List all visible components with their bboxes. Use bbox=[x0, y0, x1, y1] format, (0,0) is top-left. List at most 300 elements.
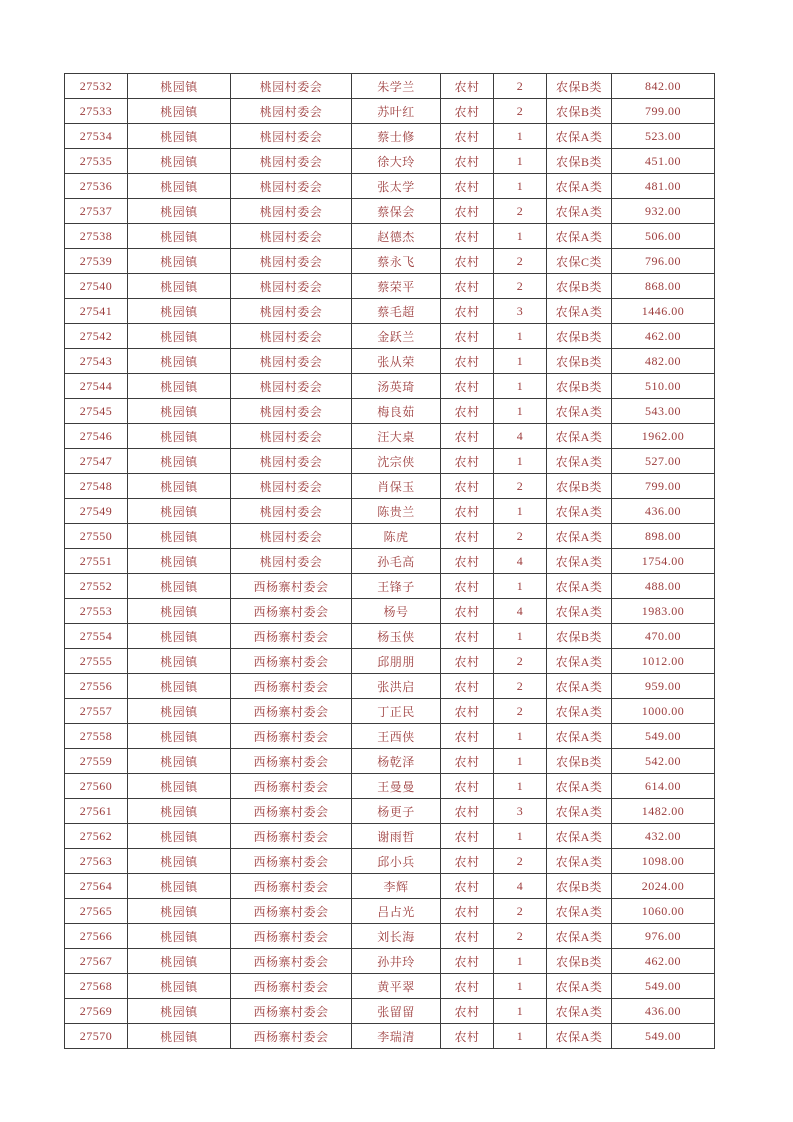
table-row bbox=[65, 899, 715, 924]
table-cell-count: 2 bbox=[494, 849, 547, 874]
table-cell-name: 朱学兰 bbox=[352, 74, 441, 99]
table-cell-id: 27545 bbox=[65, 399, 128, 424]
table-row bbox=[65, 124, 715, 149]
table-cell-name: 陈虎 bbox=[352, 524, 441, 549]
table-cell-amount: 549.00 bbox=[612, 724, 715, 749]
table-cell-name: 刘长海 bbox=[352, 924, 441, 949]
table-cell-residence: 农村 bbox=[441, 649, 494, 674]
table-cell-town: 桃园镇 bbox=[128, 124, 231, 149]
table-cell-id: 27553 bbox=[65, 599, 128, 624]
table-cell-residence: 农村 bbox=[441, 899, 494, 924]
table-cell-amount: 1962.00 bbox=[612, 424, 715, 449]
table-cell-name: 谢雨哲 bbox=[352, 824, 441, 849]
table-cell-count: 2 bbox=[494, 74, 547, 99]
table-cell-residence: 农村 bbox=[441, 724, 494, 749]
table-cell-count: 2 bbox=[494, 699, 547, 724]
table-cell-amount: 432.00 bbox=[612, 824, 715, 849]
table-cell-residence: 农村 bbox=[441, 199, 494, 224]
table-cell-village: 桃园村委会 bbox=[231, 324, 352, 349]
table-cell-name: 苏叶红 bbox=[352, 99, 441, 124]
table-cell-category: 农保B类 bbox=[547, 349, 612, 374]
table-cell-town: 桃园镇 bbox=[128, 474, 231, 499]
table-cell-village: 西杨寨村委会 bbox=[231, 674, 352, 699]
table-cell-village: 西杨寨村委会 bbox=[231, 974, 352, 999]
table-cell-residence: 农村 bbox=[441, 424, 494, 449]
table-cell-village: 西杨寨村委会 bbox=[231, 874, 352, 899]
table-cell-town: 桃园镇 bbox=[128, 324, 231, 349]
table-cell-amount: 1000.00 bbox=[612, 699, 715, 724]
table-cell-amount: 842.00 bbox=[612, 74, 715, 99]
table-cell-village: 西杨寨村委会 bbox=[231, 649, 352, 674]
table-row bbox=[65, 974, 715, 999]
table-cell-category: 农保A类 bbox=[547, 499, 612, 524]
table-cell-residence: 农村 bbox=[441, 174, 494, 199]
table-cell-category: 农保A类 bbox=[547, 524, 612, 549]
table-cell-id: 27540 bbox=[65, 274, 128, 299]
table-cell-category: 农保A类 bbox=[547, 199, 612, 224]
table-cell-name: 金跃兰 bbox=[352, 324, 441, 349]
table-row bbox=[65, 824, 715, 849]
table-row bbox=[65, 599, 715, 624]
table-cell-residence: 农村 bbox=[441, 549, 494, 574]
table-cell-name: 王曼曼 bbox=[352, 774, 441, 799]
table-cell-residence: 农村 bbox=[441, 699, 494, 724]
table-cell-count: 2 bbox=[494, 674, 547, 699]
table-cell-town: 桃园镇 bbox=[128, 874, 231, 899]
table-cell-name: 蔡毛超 bbox=[352, 299, 441, 324]
table-cell-amount: 462.00 bbox=[612, 949, 715, 974]
table-cell-count: 1 bbox=[494, 124, 547, 149]
table-cell-id: 27560 bbox=[65, 774, 128, 799]
table-cell-amount: 868.00 bbox=[612, 274, 715, 299]
table-cell-id: 27546 bbox=[65, 424, 128, 449]
table-cell-count: 1 bbox=[494, 499, 547, 524]
table-cell-town: 桃园镇 bbox=[128, 649, 231, 674]
table-cell-amount: 898.00 bbox=[612, 524, 715, 549]
table-cell-village: 桃园村委会 bbox=[231, 149, 352, 174]
table-cell-amount: 1060.00 bbox=[612, 899, 715, 924]
table-cell-town: 桃园镇 bbox=[128, 574, 231, 599]
table-cell-village: 西杨寨村委会 bbox=[231, 849, 352, 874]
benefits-table bbox=[64, 73, 715, 1049]
table-cell-id: 27537 bbox=[65, 199, 128, 224]
table-cell-amount: 976.00 bbox=[612, 924, 715, 949]
table-cell-count: 1 bbox=[494, 824, 547, 849]
table-row bbox=[65, 524, 715, 549]
table-cell-residence: 农村 bbox=[441, 624, 494, 649]
table-cell-residence: 农村 bbox=[441, 249, 494, 274]
table-cell-village: 西杨寨村委会 bbox=[231, 899, 352, 924]
table-row bbox=[65, 699, 715, 724]
table-cell-count: 1 bbox=[494, 399, 547, 424]
table-cell-village: 西杨寨村委会 bbox=[231, 799, 352, 824]
table-cell-count: 4 bbox=[494, 599, 547, 624]
table-cell-category: 农保A类 bbox=[547, 824, 612, 849]
table-cell-category: 农保A类 bbox=[547, 899, 612, 924]
table-cell-id: 27536 bbox=[65, 174, 128, 199]
table-cell-town: 桃园镇 bbox=[128, 899, 231, 924]
table-row bbox=[65, 749, 715, 774]
table-cell-id: 27555 bbox=[65, 649, 128, 674]
table-cell-count: 2 bbox=[494, 99, 547, 124]
table-cell-residence: 农村 bbox=[441, 274, 494, 299]
table-cell-residence: 农村 bbox=[441, 874, 494, 899]
table-cell-name: 王锋子 bbox=[352, 574, 441, 599]
table-cell-residence: 农村 bbox=[441, 774, 494, 799]
table-cell-count: 1 bbox=[494, 949, 547, 974]
table-cell-amount: 1754.00 bbox=[612, 549, 715, 574]
table-cell-count: 1 bbox=[494, 1024, 547, 1049]
table-cell-village: 西杨寨村委会 bbox=[231, 699, 352, 724]
table-cell-category: 农保A类 bbox=[547, 599, 612, 624]
table-cell-town: 桃园镇 bbox=[128, 949, 231, 974]
table-cell-town: 桃园镇 bbox=[128, 774, 231, 799]
table-cell-name: 黄平翠 bbox=[352, 974, 441, 999]
table-cell-count: 1 bbox=[494, 149, 547, 174]
table-cell-count: 4 bbox=[494, 424, 547, 449]
table-cell-town: 桃园镇 bbox=[128, 849, 231, 874]
table-cell-amount: 1012.00 bbox=[612, 649, 715, 674]
table-cell-id: 27562 bbox=[65, 824, 128, 849]
table-cell-name: 李瑞清 bbox=[352, 1024, 441, 1049]
table-cell-name: 杨玉侠 bbox=[352, 624, 441, 649]
table-cell-name: 丁正民 bbox=[352, 699, 441, 724]
table-cell-count: 1 bbox=[494, 624, 547, 649]
table-cell-count: 2 bbox=[494, 249, 547, 274]
table-cell-count: 3 bbox=[494, 799, 547, 824]
table-cell-town: 桃园镇 bbox=[128, 274, 231, 299]
table-cell-count: 1 bbox=[494, 574, 547, 599]
table-row bbox=[65, 249, 715, 274]
table-cell-town: 桃园镇 bbox=[128, 424, 231, 449]
table-cell-town: 桃园镇 bbox=[128, 149, 231, 174]
table-row bbox=[65, 574, 715, 599]
table-cell-category: 农保B类 bbox=[547, 949, 612, 974]
table-cell-residence: 农村 bbox=[441, 824, 494, 849]
table-cell-count: 1 bbox=[494, 324, 547, 349]
table-cell-category: 农保A类 bbox=[547, 299, 612, 324]
table-row bbox=[65, 299, 715, 324]
table-cell-id: 27568 bbox=[65, 974, 128, 999]
table-cell-name: 杨乾泽 bbox=[352, 749, 441, 774]
table-cell-residence: 农村 bbox=[441, 574, 494, 599]
table-row bbox=[65, 1024, 715, 1049]
table-cell-town: 桃园镇 bbox=[128, 824, 231, 849]
table-cell-count: 1 bbox=[494, 374, 547, 399]
table-cell-count: 1 bbox=[494, 449, 547, 474]
table-cell-residence: 农村 bbox=[441, 749, 494, 774]
table-cell-amount: 799.00 bbox=[612, 474, 715, 499]
table-cell-id: 27554 bbox=[65, 624, 128, 649]
table-cell-name: 梅良茹 bbox=[352, 399, 441, 424]
table-cell-town: 桃园镇 bbox=[128, 724, 231, 749]
table-cell-residence: 农村 bbox=[441, 324, 494, 349]
table-cell-name: 孙井玲 bbox=[352, 949, 441, 974]
table-cell-count: 1 bbox=[494, 349, 547, 374]
table-cell-category: 农保A类 bbox=[547, 574, 612, 599]
table-cell-name: 陈贵兰 bbox=[352, 499, 441, 524]
table-row bbox=[65, 324, 715, 349]
table-cell-residence: 农村 bbox=[441, 599, 494, 624]
table-cell-amount: 482.00 bbox=[612, 349, 715, 374]
table-cell-amount: 470.00 bbox=[612, 624, 715, 649]
table-cell-residence: 农村 bbox=[441, 99, 494, 124]
table-cell-village: 西杨寨村委会 bbox=[231, 949, 352, 974]
table-cell-category: 农保B类 bbox=[547, 874, 612, 899]
table-cell-count: 2 bbox=[494, 474, 547, 499]
table-cell-amount: 451.00 bbox=[612, 149, 715, 174]
table-cell-id: 27567 bbox=[65, 949, 128, 974]
table-cell-village: 桃园村委会 bbox=[231, 549, 352, 574]
table-row bbox=[65, 424, 715, 449]
table-cell-count: 1 bbox=[494, 749, 547, 774]
table-cell-amount: 543.00 bbox=[612, 399, 715, 424]
table-cell-id: 27561 bbox=[65, 799, 128, 824]
table-cell-residence: 农村 bbox=[441, 124, 494, 149]
table-cell-residence: 农村 bbox=[441, 674, 494, 699]
table-cell-residence: 农村 bbox=[441, 499, 494, 524]
table-cell-amount: 481.00 bbox=[612, 174, 715, 199]
table-row bbox=[65, 849, 715, 874]
table-cell-village: 西杨寨村委会 bbox=[231, 774, 352, 799]
table-cell-id: 27566 bbox=[65, 924, 128, 949]
table-cell-amount: 796.00 bbox=[612, 249, 715, 274]
table-cell-town: 桃园镇 bbox=[128, 74, 231, 99]
table-cell-residence: 农村 bbox=[441, 399, 494, 424]
table-cell-name: 杨更子 bbox=[352, 799, 441, 824]
table-cell-name: 张太学 bbox=[352, 174, 441, 199]
table-row bbox=[65, 199, 715, 224]
table-cell-category: 农保B类 bbox=[547, 274, 612, 299]
table-cell-village: 桃园村委会 bbox=[231, 449, 352, 474]
table-cell-category: 农保A类 bbox=[547, 649, 612, 674]
table-cell-name: 邱朋朋 bbox=[352, 649, 441, 674]
table-cell-residence: 农村 bbox=[441, 999, 494, 1024]
table-cell-residence: 农村 bbox=[441, 524, 494, 549]
table-cell-town: 桃园镇 bbox=[128, 224, 231, 249]
table-cell-id: 27542 bbox=[65, 324, 128, 349]
table-cell-id: 27552 bbox=[65, 574, 128, 599]
table-cell-category: 农保A类 bbox=[547, 549, 612, 574]
table-row bbox=[65, 624, 715, 649]
table-cell-id: 27535 bbox=[65, 149, 128, 174]
table-cell-residence: 农村 bbox=[441, 924, 494, 949]
table-cell-residence: 农村 bbox=[441, 299, 494, 324]
table-cell-village: 西杨寨村委会 bbox=[231, 724, 352, 749]
table-cell-name: 孙毛高 bbox=[352, 549, 441, 574]
table-cell-village: 桃园村委会 bbox=[231, 524, 352, 549]
table-row bbox=[65, 774, 715, 799]
table-cell-category: 农保B类 bbox=[547, 74, 612, 99]
table-cell-amount: 549.00 bbox=[612, 1024, 715, 1049]
table-cell-village: 桃园村委会 bbox=[231, 274, 352, 299]
table-row bbox=[65, 274, 715, 299]
table-row bbox=[65, 449, 715, 474]
table-cell-amount: 488.00 bbox=[612, 574, 715, 599]
table-cell-name: 张洪启 bbox=[352, 674, 441, 699]
table-cell-name: 李辉 bbox=[352, 874, 441, 899]
table-cell-amount: 1482.00 bbox=[612, 799, 715, 824]
table-cell-name: 徐大玲 bbox=[352, 149, 441, 174]
table-cell-category: 农保C类 bbox=[547, 249, 612, 274]
table-cell-village: 桃园村委会 bbox=[231, 249, 352, 274]
table-cell-village: 西杨寨村委会 bbox=[231, 599, 352, 624]
table-cell-category: 农保A类 bbox=[547, 124, 612, 149]
table-cell-category: 农保A类 bbox=[547, 1024, 612, 1049]
table-cell-residence: 农村 bbox=[441, 349, 494, 374]
table-cell-amount: 527.00 bbox=[612, 449, 715, 474]
table-cell-id: 27558 bbox=[65, 724, 128, 749]
table-cell-residence: 农村 bbox=[441, 1024, 494, 1049]
table-cell-residence: 农村 bbox=[441, 374, 494, 399]
table-cell-category: 农保B类 bbox=[547, 749, 612, 774]
table-cell-residence: 农村 bbox=[441, 74, 494, 99]
table-cell-amount: 1098.00 bbox=[612, 849, 715, 874]
table-cell-category: 农保A类 bbox=[547, 799, 612, 824]
table-cell-count: 1 bbox=[494, 999, 547, 1024]
table-cell-name: 杨号 bbox=[352, 599, 441, 624]
table-cell-category: 农保A类 bbox=[547, 699, 612, 724]
table-row bbox=[65, 999, 715, 1024]
table-row bbox=[65, 649, 715, 674]
table-cell-category: 农保B类 bbox=[547, 474, 612, 499]
table-row bbox=[65, 74, 715, 99]
table-row bbox=[65, 499, 715, 524]
table-cell-name: 蔡保会 bbox=[352, 199, 441, 224]
table-cell-village: 西杨寨村委会 bbox=[231, 824, 352, 849]
table-cell-count: 1 bbox=[494, 724, 547, 749]
table-cell-town: 桃园镇 bbox=[128, 974, 231, 999]
table-cell-name: 肖保玉 bbox=[352, 474, 441, 499]
table-cell-village: 桃园村委会 bbox=[231, 224, 352, 249]
table-cell-id: 27564 bbox=[65, 874, 128, 899]
table-row bbox=[65, 549, 715, 574]
table-cell-count: 1 bbox=[494, 174, 547, 199]
table-cell-name: 赵德杰 bbox=[352, 224, 441, 249]
table-cell-town: 桃园镇 bbox=[128, 549, 231, 574]
table-row bbox=[65, 874, 715, 899]
table-cell-id: 27549 bbox=[65, 499, 128, 524]
table-cell-village: 桃园村委会 bbox=[231, 124, 352, 149]
table-cell-category: 农保A类 bbox=[547, 774, 612, 799]
table-cell-amount: 614.00 bbox=[612, 774, 715, 799]
table-cell-amount: 1446.00 bbox=[612, 299, 715, 324]
table-cell-id: 27532 bbox=[65, 74, 128, 99]
table-cell-category: 农保B类 bbox=[547, 624, 612, 649]
table-cell-village: 西杨寨村委会 bbox=[231, 1024, 352, 1049]
table-cell-id: 27557 bbox=[65, 699, 128, 724]
table-cell-residence: 农村 bbox=[441, 949, 494, 974]
table-cell-category: 农保A类 bbox=[547, 849, 612, 874]
table-cell-id: 27539 bbox=[65, 249, 128, 274]
table-cell-category: 农保A类 bbox=[547, 399, 612, 424]
table-cell-amount: 959.00 bbox=[612, 674, 715, 699]
table-cell-id: 27541 bbox=[65, 299, 128, 324]
table-cell-id: 27570 bbox=[65, 1024, 128, 1049]
table-cell-count: 2 bbox=[494, 924, 547, 949]
table-cell-count: 1 bbox=[494, 774, 547, 799]
table-body bbox=[65, 74, 715, 1049]
table-cell-village: 西杨寨村委会 bbox=[231, 624, 352, 649]
table-cell-village: 桃园村委会 bbox=[231, 99, 352, 124]
table-cell-village: 桃园村委会 bbox=[231, 349, 352, 374]
table-cell-count: 2 bbox=[494, 899, 547, 924]
table-cell-name: 蔡荣平 bbox=[352, 274, 441, 299]
table-cell-village: 西杨寨村委会 bbox=[231, 999, 352, 1024]
table-cell-id: 27543 bbox=[65, 349, 128, 374]
table-cell-town: 桃园镇 bbox=[128, 399, 231, 424]
table-cell-amount: 542.00 bbox=[612, 749, 715, 774]
table-cell-id: 27551 bbox=[65, 549, 128, 574]
table-cell-name: 张从荣 bbox=[352, 349, 441, 374]
table-cell-category: 农保A类 bbox=[547, 449, 612, 474]
table-row bbox=[65, 724, 715, 749]
table-cell-residence: 农村 bbox=[441, 799, 494, 824]
table-cell-village: 桃园村委会 bbox=[231, 74, 352, 99]
table-cell-id: 27550 bbox=[65, 524, 128, 549]
table-cell-town: 桃园镇 bbox=[128, 349, 231, 374]
table-cell-town: 桃园镇 bbox=[128, 699, 231, 724]
table-cell-count: 1 bbox=[494, 224, 547, 249]
table-cell-village: 西杨寨村委会 bbox=[231, 574, 352, 599]
table-row bbox=[65, 674, 715, 699]
table-cell-id: 27559 bbox=[65, 749, 128, 774]
table-cell-count: 4 bbox=[494, 874, 547, 899]
table-cell-town: 桃园镇 bbox=[128, 199, 231, 224]
table-row bbox=[65, 949, 715, 974]
table-cell-town: 桃园镇 bbox=[128, 374, 231, 399]
table-cell-residence: 农村 bbox=[441, 149, 494, 174]
table-cell-category: 农保B类 bbox=[547, 324, 612, 349]
table-cell-category: 农保A类 bbox=[547, 224, 612, 249]
table-cell-name: 沈宗侠 bbox=[352, 449, 441, 474]
table-row bbox=[65, 399, 715, 424]
table-cell-town: 桃园镇 bbox=[128, 99, 231, 124]
table-cell-amount: 510.00 bbox=[612, 374, 715, 399]
table-cell-name: 王西侠 bbox=[352, 724, 441, 749]
table-cell-count: 1 bbox=[494, 974, 547, 999]
table-cell-category: 农保A类 bbox=[547, 674, 612, 699]
table-cell-amount: 549.00 bbox=[612, 974, 715, 999]
table-cell-town: 桃园镇 bbox=[128, 499, 231, 524]
table-cell-id: 27563 bbox=[65, 849, 128, 874]
table-cell-amount: 1983.00 bbox=[612, 599, 715, 624]
table-row bbox=[65, 149, 715, 174]
table-cell-village: 桃园村委会 bbox=[231, 474, 352, 499]
table-cell-name: 蔡永飞 bbox=[352, 249, 441, 274]
table-cell-id: 27534 bbox=[65, 124, 128, 149]
table-cell-village: 桃园村委会 bbox=[231, 199, 352, 224]
table-cell-id: 27565 bbox=[65, 899, 128, 924]
table-cell-residence: 农村 bbox=[441, 474, 494, 499]
table-cell-village: 西杨寨村委会 bbox=[231, 749, 352, 774]
table-cell-category: 农保B类 bbox=[547, 149, 612, 174]
table-row bbox=[65, 349, 715, 374]
table-cell-category: 农保A类 bbox=[547, 174, 612, 199]
table-cell-category: 农保B类 bbox=[547, 99, 612, 124]
table-cell-count: 2 bbox=[494, 274, 547, 299]
table-cell-id: 27548 bbox=[65, 474, 128, 499]
table-cell-town: 桃园镇 bbox=[128, 449, 231, 474]
table-cell-town: 桃园镇 bbox=[128, 799, 231, 824]
table-cell-village: 桃园村委会 bbox=[231, 424, 352, 449]
table-cell-town: 桃园镇 bbox=[128, 749, 231, 774]
table-cell-id: 27538 bbox=[65, 224, 128, 249]
table-row bbox=[65, 99, 715, 124]
table-row bbox=[65, 474, 715, 499]
table-cell-id: 27544 bbox=[65, 374, 128, 399]
table-cell-town: 桃园镇 bbox=[128, 1024, 231, 1049]
